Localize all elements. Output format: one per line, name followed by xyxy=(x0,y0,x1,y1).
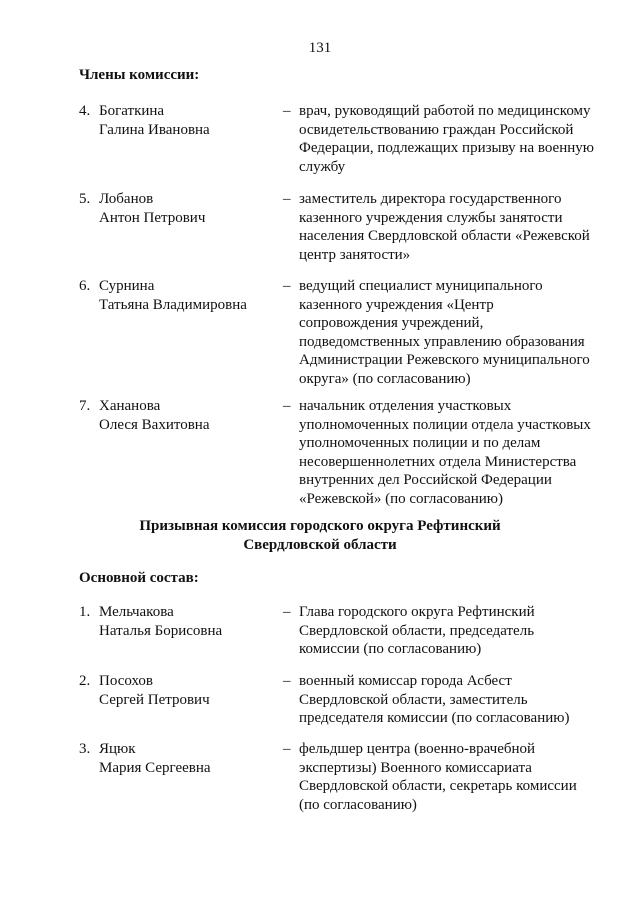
main-composition-heading: Основной состав: xyxy=(79,570,199,586)
entry-description: начальник отделения участковых уполномоченных полиции отдела участковых уполномоченных полиции и по делам несовершеннолетних отдела Министерства внутренних дел Российской Федерации «Режевской» (по согласованию) xyxy=(299,398,591,507)
page-number: 131 xyxy=(308,40,332,56)
entry-name: Яцюк Мария Сергеевна xyxy=(99,741,211,776)
entry-name: Хананова Олеся Вахитовна xyxy=(99,398,210,433)
entry-description: фельдшер центра (военно-врачебной экспертизы) Военного комиссариата Свердловской области, секретарь комиссии (по согласованию) xyxy=(299,741,577,813)
entry-name: Лобанов Антон Петрович xyxy=(99,191,206,226)
entry-number: 7. xyxy=(79,398,91,414)
members-heading: Члены комиссии: xyxy=(79,67,200,83)
entry-description: военный комиссар города Асбест Свердловской области, заместитель председателя комиссии (по согласованию) xyxy=(299,673,570,726)
entry-name: Сурнина Татьяна Владимировна xyxy=(99,278,247,313)
entry-description: заместитель директора государственного казенного учреждения службы занятости населения Свердловской области «Режевской центр занятости» xyxy=(299,191,590,263)
entry-number: 6. xyxy=(79,278,91,294)
entry-dash: – xyxy=(283,398,291,414)
entry-dash: – xyxy=(283,191,291,207)
entry-number: 3. xyxy=(79,741,91,757)
entry-description: ведущий специалист муниципального казенного учреждения «Центр сопровождения учреждений, подведомственных управлению образования Администрации Режевского муниципального округа» (по согласованию) xyxy=(299,278,590,387)
commission-title: Призывная комиссия городского округа Рефтинский Свердловской области xyxy=(139,518,501,553)
entry-dash: – xyxy=(283,673,291,689)
entry-dash: – xyxy=(283,278,291,294)
entry-dash: – xyxy=(283,604,291,620)
entry-number: 1. xyxy=(79,604,91,620)
entry-name: Мельчакова Наталья Борисовна xyxy=(99,604,223,639)
entry-number: 4. xyxy=(79,103,91,119)
entry-name: Богаткина Галина Ивановна xyxy=(99,103,210,138)
entry-description: врач, руководящий работой по медицинскому освидетельствованию граждан Российской Федерации, подлежащих призыву на военную службу xyxy=(299,103,594,175)
entry-name: Посохов Сергей Петрович xyxy=(99,673,210,708)
entry-dash: – xyxy=(283,103,291,119)
entry-description: Глава городского округа Рефтинский Свердловской области, председатель комиссии (по согласованию) xyxy=(299,604,535,657)
entry-number: 2. xyxy=(79,673,91,689)
entry-number: 5. xyxy=(79,191,91,207)
entry-dash: – xyxy=(283,741,291,757)
